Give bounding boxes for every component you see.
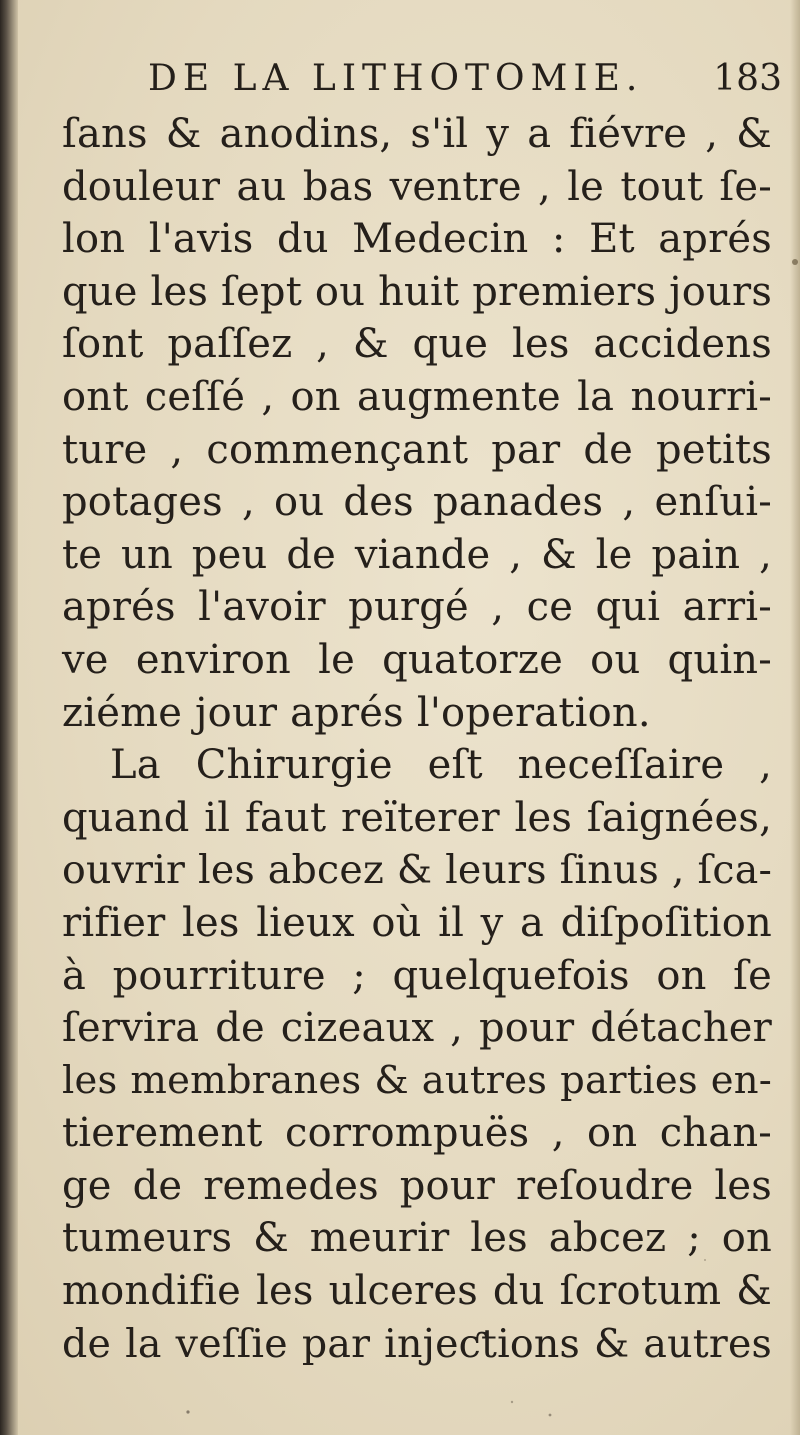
text-line: ſervira de cizeaux , pour détacher: [62, 1005, 772, 1052]
paragraph-start-line: La Chirurgie eſt neceſſaire ,: [110, 742, 772, 789]
text-line: potages , ou des panades , enſui-: [62, 479, 772, 526]
text-line: ve environ le quatorze ou quin-: [62, 636, 772, 683]
text-line: te un peu de viande , & le pain ,: [62, 531, 772, 578]
text-line: tumeurs & meurir les abcez ; on: [62, 1215, 772, 1262]
text-line: ture , commençant par de petits: [62, 426, 772, 473]
text-line: à pourriture ; quelquefois on ſe: [62, 952, 772, 999]
page-edge-shadow: [790, 0, 800, 1435]
text-line: mondifie les ulceres du ſcrotum &: [62, 1268, 772, 1315]
text-line: rifier les lieux où il y a diſpoſition: [62, 899, 772, 946]
text-line: douleur au bas ventre , le tout ſe-: [62, 163, 772, 210]
text-line: lon l'avis du Medecin : Et aprés: [62, 216, 772, 263]
text-line: aprés l'avoir purgé , ce qui arri-: [62, 584, 772, 631]
text-line: quand il faut reïterer les ſaignées,: [62, 794, 772, 841]
text-line: ge de remedes pour reſoudre les: [62, 1162, 772, 1209]
text-line: que les ſept ou huit premiers jours: [62, 268, 773, 315]
binding-edge: [0, 0, 18, 1435]
running-head: DE LA LITHOTOMIE.: [148, 58, 644, 99]
body-text: [62, 108, 772, 1370]
paragraph-end-line: ziéme jour aprés l'operation.: [62, 689, 651, 736]
text-line: de la veſſie par injeƈtions & autres: [62, 1320, 772, 1367]
page-header: [140, 58, 800, 108]
text-line: tierement corrompuës , on chan-: [62, 1110, 772, 1157]
page-number: 183: [713, 58, 782, 99]
text-line: les membranes & autres parties en-: [62, 1057, 772, 1103]
text-line: ſont paſſez , & que les accidens: [62, 321, 772, 368]
text-line: ſans & anodins, s'il y a fiévre , &: [62, 111, 772, 157]
text-line: ouvrir les abcez & leurs ſinus , ſca-: [62, 847, 772, 894]
text-line: ont ceſſé , on augmente la nourri-: [62, 373, 772, 420]
